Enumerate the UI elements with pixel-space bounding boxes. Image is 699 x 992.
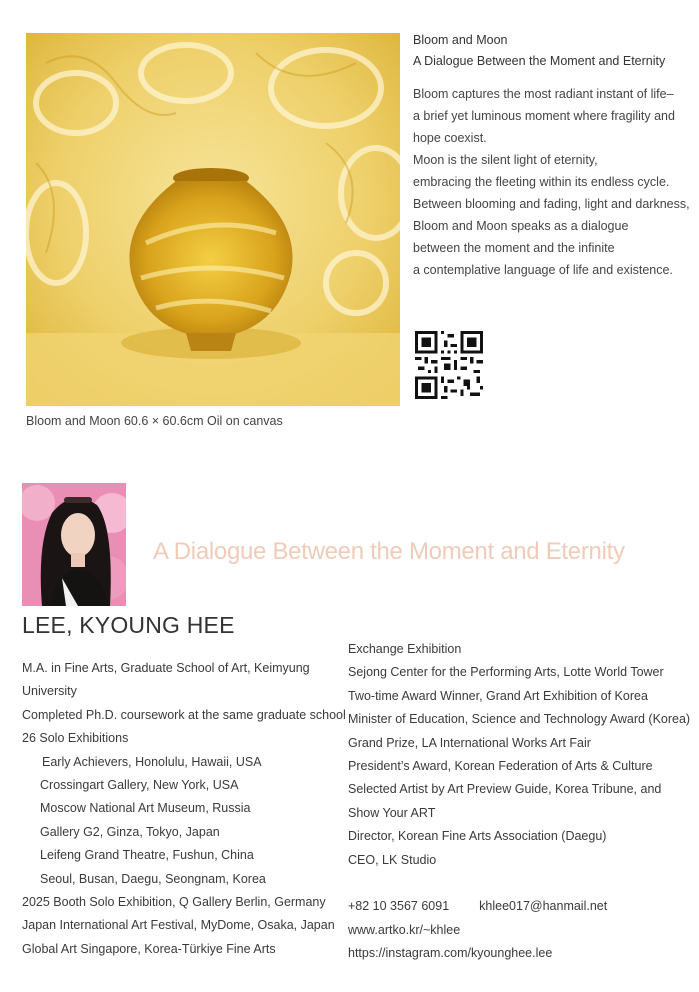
qr-code[interactable]: [414, 331, 484, 399]
phone-number[interactable]: +82 10 3567 6091: [348, 899, 450, 914]
statement-line: Between blooming and fading, light and darkness,: [413, 197, 690, 211]
statement-line: Bloom captures the most radiant instant of life–: [413, 87, 674, 101]
website-link[interactable]: www.artko.kr/~khlee: [348, 922, 461, 937]
email-link[interactable]: khlee017@hanmail.net: [479, 899, 608, 914]
painting-caption: Bloom and Moon 60.6 × 60.6cm Oil on canvas: [26, 414, 283, 428]
bio-line: Grand Prize, LA International Works Art Fair: [348, 735, 591, 750]
education-line: Completed Ph.D. coursework at the same graduate school: [22, 707, 346, 722]
solo-exhibition: Leifeng Grand Theatre, Fushun, China: [40, 848, 254, 863]
solo-exhibition: Seoul, Busan, Daegu, Seongnam, Korea: [40, 871, 266, 886]
statement-line: Moon is the silent light of eternity,: [413, 153, 598, 167]
bio-line: Exchange Exhibition: [348, 642, 462, 656]
statement-line: hope coexist.: [413, 131, 487, 145]
education-line: University: [22, 684, 77, 699]
exhibition-line: Global Art Singapore, Korea-Türkiye Fine Arts: [22, 941, 276, 956]
statement-line: embracing the fleeting within its endless cycle.: [413, 175, 670, 189]
solo-heading: 26 Solo Exhibitions: [22, 731, 129, 746]
education-line: M.A. in Fine Arts, Graduate School of Art, Keimyung: [22, 661, 310, 675]
artwork-statement: [413, 83, 693, 281]
spacer: [348, 872, 693, 895]
artwork-title: Bloom and Moon: [413, 33, 508, 47]
artist-name: LEE, KYOUNG HEE: [22, 612, 235, 638]
exhibition-line: Japan International Art Festival, MyDome, Osaka, Japan: [22, 918, 335, 933]
artist-bio-right: [348, 638, 693, 966]
statement-line: Bloom and Moon speaks as a dialogue: [413, 219, 629, 233]
solo-exhibition: Crossingart Gallery, New York, USA: [40, 778, 239, 793]
painting-image: [26, 33, 400, 406]
statement-line: a brief yet luminous moment where fragility and: [413, 109, 675, 123]
bio-line: Minister of Education, Science and Technology Award (Korea): [348, 712, 691, 727]
bio-line: Two-time Award Winner, Grand Art Exhibition of Korea: [348, 688, 648, 703]
bio-line: Show Your ART: [348, 805, 436, 820]
bio-line: CEO, LK Studio: [348, 852, 437, 867]
bio-line: President’s Award, Korean Federation of Arts & Culture: [348, 759, 653, 774]
artist-portrait: [22, 483, 126, 606]
statement-line: between the moment and the infinite: [413, 241, 615, 255]
bio-line: Director, Korean Fine Arts Association (Daegu): [348, 829, 607, 844]
bio-line: Sejong Center for the Performing Arts, Lotte World Tower: [348, 665, 664, 680]
artwork-subtitle: A Dialogue Between the Moment and Eternity: [413, 54, 666, 68]
solo-exhibition: Gallery G2, Ginza, Tokyo, Japan: [40, 824, 220, 839]
exhibition-line: 2025 Booth Solo Exhibition, Q Gallery Berlin, Germany: [22, 895, 326, 910]
solo-exhibition: Moscow National Art Museum, Russia: [40, 801, 251, 816]
artist-bio-left: [22, 657, 344, 961]
statement-line: a contemplative language of life and existence.: [413, 263, 673, 277]
tagline: A Dialogue Between the Moment and Eternity: [153, 538, 625, 565]
solo-exhibition: Early Achievers, Honolulu, Hawaii, USA: [42, 754, 262, 769]
contact-row: [348, 895, 693, 918]
bio-line: Selected Artist by Art Preview Guide, Korea Tribune, and: [348, 782, 662, 797]
instagram-link[interactable]: https://instagram.com/kyounghee.lee: [348, 946, 553, 961]
